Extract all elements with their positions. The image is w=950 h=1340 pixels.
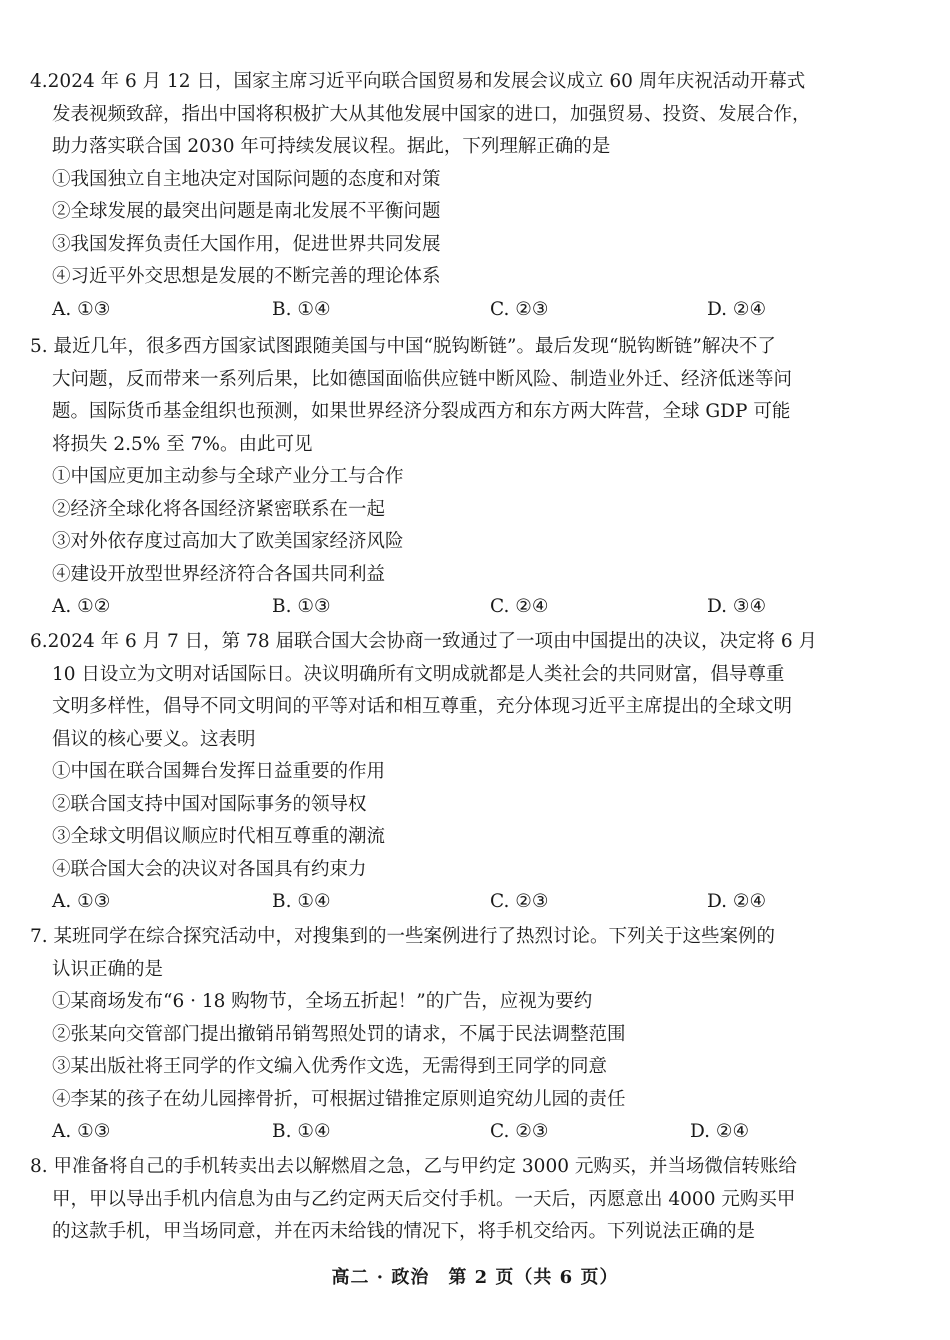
question-stem-line: 将损失 2.5% 至 7%。由此可见 bbox=[52, 433, 313, 455]
question-stem-line: 7. 某班同学在综合探究活动中，对搜集到的一些案例进行了热烈讨论。下列关于这些案例的 bbox=[30, 926, 776, 947]
option-b: B. ①③ bbox=[272, 596, 331, 617]
answer-options bbox=[30, 591, 835, 624]
question-7 bbox=[30, 921, 835, 1149]
question-stem-line: 文明多样性，倡导不同文明间的平等对话和相互尊重，充分体现习近平主席提出的全球文明 bbox=[52, 696, 793, 717]
statement: ①中国在联合国舞台发挥日益重要的作用 bbox=[52, 761, 386, 782]
option-d: D. ②④ bbox=[690, 1121, 750, 1142]
option-d: D. ②④ bbox=[707, 298, 767, 320]
option-a: A. ①③ bbox=[52, 298, 111, 320]
statement: ④建设开放型世界经济符合各国共同利益 bbox=[52, 563, 386, 585]
question-stem-line: 助力落实联合国 2030 年可持续发展议程。据此，下列理解正确的是 bbox=[52, 136, 611, 157]
option-a: A. ①③ bbox=[52, 891, 111, 912]
statement: ③我国发挥负责任大国作用，促进世界共同发展 bbox=[52, 233, 441, 255]
statement: ①某商场发布“6 · 18 购物节，全场五折起！”的广告，应视为要约 bbox=[52, 991, 593, 1012]
question-stem-line: 5. 最近几年，很多西方国家试图跟随美国与中国“脱钩断链”。最后发现“脱钩断链”解决不了 bbox=[30, 336, 776, 357]
statement: ③对外依存度过高加大了欧美国家经济风险 bbox=[52, 531, 404, 552]
statement: ②张某向交管部门提出撤销吊销驾照处罚的请求，不属于民法调整范围 bbox=[52, 1023, 626, 1045]
question-stem-line: 10 日设立为文明对话国际日。决议明确所有文明成就都是人类社会的共同财富，倡导尊重 bbox=[52, 663, 785, 685]
question-stem-line: 6.2024 年 6 月 7 日，第 78 届联合国大会协商一致通过了一项由中国提出的决议，决定将 6 月 bbox=[30, 631, 818, 652]
statement: ④李某的孩子在幼儿园摔骨折，可根据过错推定原则追究幼儿园的责任 bbox=[52, 1088, 626, 1110]
option-c: C. ②③ bbox=[490, 298, 549, 320]
answer-options bbox=[30, 1116, 835, 1149]
option-c: C. ②③ bbox=[490, 1121, 549, 1142]
question-4 bbox=[30, 66, 835, 326]
statement: ①我国独立自主地决定对国际问题的态度和对策 bbox=[52, 168, 441, 190]
statement: ②经济全球化将各国经济紧密联系在一起 bbox=[52, 498, 386, 520]
question-6 bbox=[30, 626, 835, 919]
option-d: D. ②④ bbox=[707, 891, 767, 912]
option-d: D. ③④ bbox=[707, 596, 767, 617]
statement: ①中国应更加主动参与全球产业分工与合作 bbox=[52, 466, 404, 487]
option-b: B. ①④ bbox=[272, 891, 331, 912]
question-stem-line: 倡议的核心要义。这表明 bbox=[52, 728, 256, 750]
question-8 bbox=[30, 1151, 835, 1249]
question-5 bbox=[30, 331, 835, 624]
option-b: B. ①④ bbox=[272, 298, 331, 320]
question-stem-line: 大问题，反而带来一系列后果，比如德国面临供应链中断风险、制造业外迁、经济低迷等问 bbox=[52, 368, 793, 390]
question-stem-line: 题。国际货币基金组织也预测，如果世界经济分裂成西方和东方两大阵营，全球 GDP 可能 bbox=[52, 401, 791, 422]
statement: ④联合国大会的决议对各国具有约束力 bbox=[52, 858, 367, 880]
question-stem-line: 发表视频致辞，指出中国将积极扩大从其他发展中国家的进口，加强贸易、投资、发展合作， bbox=[52, 103, 811, 125]
answer-options bbox=[30, 294, 835, 327]
option-b: B. ①④ bbox=[272, 1121, 331, 1142]
option-a: A. ①③ bbox=[52, 1121, 111, 1142]
statement: ③全球文明倡议顺应时代相互尊重的潮流 bbox=[52, 826, 386, 847]
answer-options bbox=[30, 886, 835, 919]
question-stem-line: 甲，甲以导出手机内信息为由与乙约定两天后交付手机。一天后，丙愿意出 4000 元购买甲 bbox=[52, 1188, 796, 1210]
statement: ④习近平外交思想是发展的不断完善的理论体系 bbox=[52, 266, 441, 287]
statement: ②全球发展的最突出问题是南北发展不平衡问题 bbox=[52, 201, 441, 222]
question-stem-line: 4.2024 年 6 月 12 日，国家主席习近平向联合国贸易和发展会议成立 60 周年庆祝活动开幕式 bbox=[30, 71, 806, 92]
option-c: C. ②④ bbox=[490, 596, 549, 617]
statement: ③某出版社将王同学的作文编入优秀作文选，无需得到王同学的同意 bbox=[52, 1056, 608, 1077]
question-stem-line: 的这款手机，甲当场同意，并在丙未给钱的情况下，将手机交给丙。下列说法正确的是 bbox=[52, 1221, 756, 1242]
option-a: A. ①② bbox=[52, 596, 111, 617]
question-stem-line: 认识正确的是 bbox=[52, 958, 164, 980]
option-c: C. ②③ bbox=[490, 891, 549, 912]
statement: ②联合国支持中国对国际事务的领导权 bbox=[52, 793, 367, 815]
page-footer: 高二 · 政治 第 2 页（共 6 页） bbox=[331, 1267, 619, 1288]
question-stem-line: 8. 甲准备将自己的手机转卖出去以解燃眉之急，乙与甲约定 3000 元购买，并当场微信转账给 bbox=[30, 1156, 797, 1177]
